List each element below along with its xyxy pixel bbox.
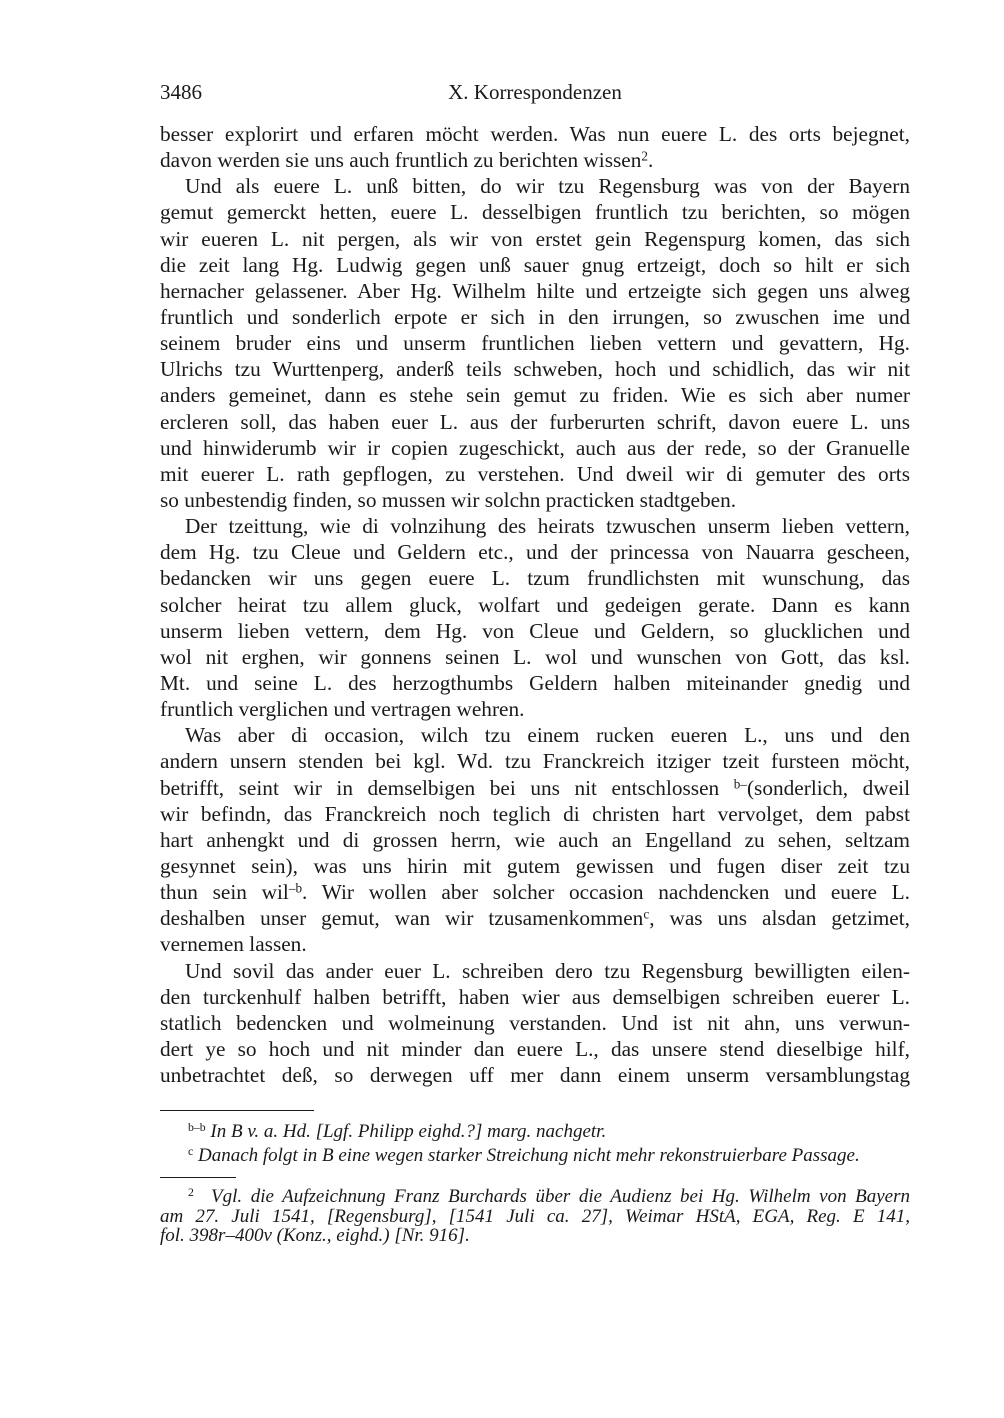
text-line: gesynnet sein), was uns hirin mit gutem gewissen und fugen diser zeit tzu	[160, 853, 910, 878]
text-line: dert ye so hoch und nit minder dan euere L., das unsere stend dieselbige hilf,	[160, 1036, 910, 1061]
text-line: besser explorirt und erfaren möcht werden. Was nun euere L. des orts bejegnet,	[160, 122, 910, 146]
textual-note-marker: c	[643, 906, 650, 922]
text-line: Und als euere L. unß bitten, do wir tzu Regensburg was von der Bayern	[185, 174, 910, 199]
text-line: den turckenhulf halben betrifft, haben wier aus demselbigen schreiben euerer L.	[160, 984, 910, 1009]
text-line: davon werden sie uns auch fruntlich zu berichten wissen$^2$.	[160, 148, 654, 173]
textual-note	[160, 1120, 910, 1144]
textual-note-text: In B v. a. Hd. [Lgf. Philipp eighd.?] marg. nachgetr.	[210, 1121, 607, 1142]
text-line: deshalben unser gemut, wan wir tzusamenkommen$^c$, was uns alsdan getzimet,	[160, 906, 910, 931]
footnote-marker: 2	[641, 148, 648, 164]
text-line: Ulrichs tzu Wurttenperg, anderß teils schweben, hoch und schidlich, das wir nit	[160, 357, 910, 382]
page-number: 3486	[160, 80, 202, 104]
text-line: wir eueren L. nit pergen, als wir von erstet gein Regenspurg komen, das sich	[160, 226, 910, 251]
running-title: X. Korrespondenzen	[448, 80, 622, 104]
footnotes-divider	[160, 1177, 236, 1178]
textual-note	[160, 1144, 910, 1168]
page-header	[160, 80, 910, 108]
text-line: solcher heirat tzu allem gluck, wolfart und gedeigen gerate. Dann es kann	[160, 592, 910, 617]
footnotes	[160, 1187, 910, 1246]
text-line: Der tzeittung, wie di volnzihung des heirats tzwuschen unserm lieben vettern,	[185, 514, 910, 539]
text-line: Und sovil das ander euer L. schreiben dero tzu Regensburg bewilligten eilen-	[185, 958, 910, 983]
text-line: bedancken wir uns gegen euere L. tzum frundlichsten mit wunschung, das	[160, 566, 910, 591]
text-line: betrifft, seint wir in demselbigen bei uns nit entschlossen $^{b-}$(sonderlich, dweil	[160, 775, 910, 800]
textual-note-mark: b–b	[188, 1121, 206, 1135]
textual-note-mark: c	[188, 1145, 194, 1159]
footnote-line: am 27. Juli 1541, [Regensburg], [1541 Juli ca. 27], Weimar HStA, EGA, Reg. E 141,	[160, 1205, 910, 1227]
text-line: unbetrachtet deß, so derwegen uff mer dann einem unserm versamblungstag	[160, 1063, 910, 1088]
textual-notes	[160, 1120, 910, 1168]
text-line: mit euerer L. rath gepflogen, zu verstehen. Und dweil wir di gemuter des orts	[160, 461, 910, 486]
text-line: thun sein wil$^{-b}$. Wir wollen aber solcher occasion nachdencken und euere L.	[160, 880, 911, 905]
footnote-line: fol. 398r–400v (Konz., eighd.) [Nr. 916].	[160, 1225, 470, 1246]
text-line: seinem bruder eins und unserm fruntlichen lieben vettern und gevattern, Hg.	[160, 331, 910, 356]
text-line: hart anhengkt und di grossen herrn, wie auch an Engelland zu sehen, seltzam	[160, 827, 910, 852]
footnote-line: $^2$ Vgl. die Aufzeichnung Franz Burchards über die Audienz bei Hg. Wilhelm von Bayern	[188, 1186, 911, 1207]
text-line: Was aber di occasion, wilch tzu einem rucken eueren L., uns und den	[185, 723, 910, 748]
text-line: gemut gemerckt hetten, euere L. desselbigen fruntlich tzu berichten, so mögen	[160, 200, 910, 225]
text-line: statlich bedencken und wolmeinung verstanden. Und ist nit ahn, uns verwun-	[160, 1010, 910, 1035]
text-line: vernemen lassen.	[160, 932, 307, 957]
footnote-mark: 2	[188, 1186, 194, 1200]
text-line: anders gemeinet, dann es stehe sein gemut zu friden. Wie es sich aber numer	[160, 383, 910, 408]
text-line: und hinwiderumb wir ir copien zugeschickt, auch aus der rede, so der Granuelle	[160, 435, 910, 460]
main-text	[160, 121, 910, 1088]
textual-note-marker: –b	[288, 880, 303, 896]
text-line: die zeit lang Hg. Ludwig gegen unß sauer gnug ertzeigt, doch so hilt er sich	[160, 252, 910, 277]
textual-notes-divider	[160, 1110, 314, 1111]
text-line: unserm lieben vettern, dem Hg. von Cleue und Geldern, so glucklichen und	[160, 618, 910, 643]
text-line: hernacher gelassener. Aber Hg. Wilhelm hilte und ertzeigte sich gegen uns alweg	[160, 278, 910, 303]
text-line: ercleren soll, das haben euer L. aus der furberurten schrift, davon euere L. uns	[160, 409, 910, 434]
text-line: so unbestendig finden, so mussen wir solchn practicken stadtgeben.	[160, 487, 737, 512]
text-line: dem Hg. tzu Cleue und Geldern etc., und der princessa von Nauarra gescheen,	[160, 540, 910, 565]
text-line: wol nit erghen, wir gonnens seinen L. wol und wunschen von Gott, das ksl.	[160, 644, 910, 669]
textual-note-text: Danach folgt in B eine wegen starker Streichung nicht mehr rekonstruierbare Passage.	[197, 1145, 860, 1166]
text-line: fruntlich verglichen und vertragen wehren.	[160, 697, 525, 722]
textual-note-marker: b–	[733, 775, 747, 791]
text-line: andern unsern stenden bei kgl. Wd. tzu Franckreich itziger tzeit fursteen möcht,	[160, 749, 910, 774]
text-line: Mt. und seine L. des herzogthumbs Geldern halben miteinander gnedig und	[160, 670, 910, 695]
text-line: fruntlich und sonderlich erpote er sich in den irrungen, so zwuschen ime und	[160, 304, 910, 329]
text-line: wir befindn, das Franckreich noch teglich di christen hart vervolget, dem pabst	[160, 801, 910, 826]
